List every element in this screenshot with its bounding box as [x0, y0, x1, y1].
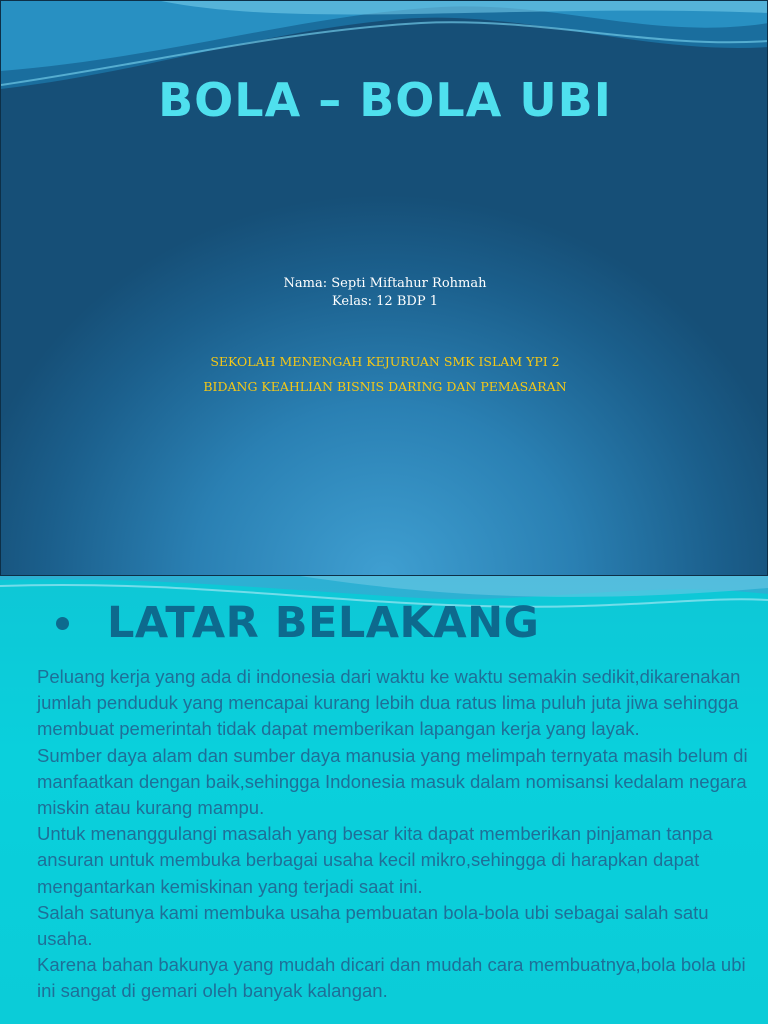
student-info — [1, 275, 768, 311]
slide-title: BOLA – BOLA UBI — [158, 73, 612, 127]
paragraph: Karena bahan bakunya yang mudah dicari dan mudah cara membuatnya,bola bola ubi ini sangat di gemari oleh banyak kalangan. — [37, 954, 746, 1002]
school-name: SEKOLAH MENENGAH KEJURUAN SMK ISLAM YPI 2 — [210, 354, 560, 369]
content-slide — [0, 576, 768, 1024]
paragraph: Untuk menanggulangi masalah yang besar kita dapat memberikan pinjaman tanpa ansuran untuk membuka berbagai usaha kecil mikro,sehingga di harapkan dapat mengantarkan kemiskinan yang terjadi saat ini. — [37, 823, 713, 897]
heading-row — [56, 598, 539, 648]
field-of-study: BIDANG KEAHLIAN BISNIS DARING DAN PEMASARAN — [203, 379, 567, 394]
bullet-icon — [56, 617, 69, 630]
student-class: Kelas: 12 BDP 1 — [332, 294, 438, 309]
paragraph: Salah satunya kami membuka usaha pembuatan bola-bola ubi sebagai salah satu usaha. — [37, 901, 709, 950]
body-text — [37, 664, 765, 1005]
student-name: Nama: Septi Miftahur Rohmah — [283, 276, 487, 291]
paragraph: Peluang kerja yang ada di indonesia dari waktu ke waktu semakin sedikit,dikarenakan jumlah penduduk yang mencapai kurang lebih dua ratus lima puluh juta jiwa sehingga membuat pemerintah tidak dapat memberikan lapangan kerja yang layak. — [37, 666, 741, 740]
school-info — [1, 349, 768, 399]
section-heading: LATAR BELAKANG — [107, 598, 540, 648]
paragraph: Sumber daya alam dan sumber daya manusia yang melimpah ternyata masih belum di manfaatkan dengan baik,sehingga Indonesia masuk dalam nomisansi kedalam negara miskin atau kurang mampu. — [37, 744, 748, 819]
